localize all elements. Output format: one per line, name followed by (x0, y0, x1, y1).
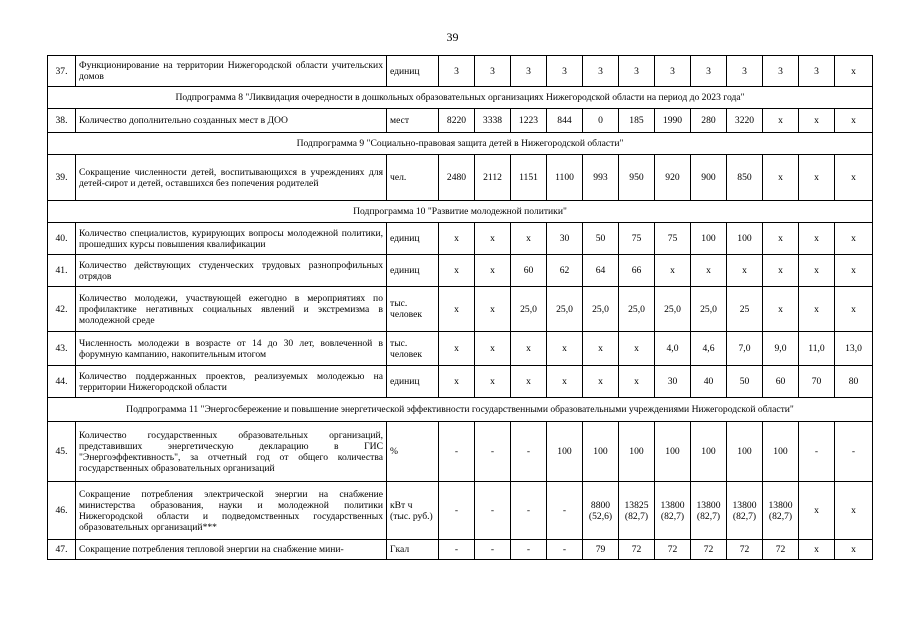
value-cell: х (475, 366, 511, 398)
subprogram-row (48, 87, 873, 109)
value-cell: 100 (547, 422, 583, 482)
indicator-name: Количество государственных образовательных организаций, представивших энергетическую декларацию в ГИС "Энергоэффективность", за отчетный год от общего количества государственных образовательных организаций (76, 422, 387, 482)
value-cell: 1100 (547, 155, 583, 201)
value-cell: 11,0 (799, 332, 835, 366)
value-cell: 3 (691, 56, 727, 87)
value-cell: 100 (727, 422, 763, 482)
value-cell: 40 (691, 366, 727, 398)
indicators-table (47, 55, 873, 560)
value-cell: х (763, 155, 799, 201)
value-cell: х (547, 332, 583, 366)
value-cell: х (835, 56, 873, 87)
value-cell: 72 (763, 540, 799, 560)
indicator-name: Количество действующих студенческих трудовых разнопрофильных отрядов (76, 255, 387, 287)
value-cell: 13825 (82,7) (619, 482, 655, 540)
value-cell: 4,6 (691, 332, 727, 366)
unit-cell: единиц (387, 56, 439, 87)
value-cell: х (835, 540, 873, 560)
value-cell: - (475, 540, 511, 560)
row-number: 40. (48, 223, 76, 255)
table-row (48, 223, 873, 255)
row-number: 43. (48, 332, 76, 366)
value-cell: 72 (619, 540, 655, 560)
table-row (48, 540, 873, 560)
row-number: 42. (48, 287, 76, 332)
value-cell: - (511, 482, 547, 540)
value-cell: 70 (799, 366, 835, 398)
value-cell: 2112 (475, 155, 511, 201)
value-cell: 72 (727, 540, 763, 560)
value-cell: х (475, 255, 511, 287)
value-cell: - (439, 540, 475, 560)
value-cell: х (799, 255, 835, 287)
subprogram-title: Подпрограмма 10 "Развитие молодежной политики" (48, 201, 873, 223)
row-number: 47. (48, 540, 76, 560)
value-cell: 3 (619, 56, 655, 87)
value-cell: 8800 (52,6) (583, 482, 619, 540)
value-cell: 25,0 (583, 287, 619, 332)
subprogram-title: Подпрограмма 11 "Энергосбережение и повышение энергетической эффективности государственными образовательными учреждениями Нижегородской области" (48, 398, 873, 422)
value-cell: х (799, 540, 835, 560)
value-cell: 100 (727, 223, 763, 255)
value-cell: х (763, 255, 799, 287)
unit-cell: тыс. человек (387, 332, 439, 366)
table-row (48, 366, 873, 398)
value-cell: х (727, 255, 763, 287)
unit-cell: % (387, 422, 439, 482)
value-cell: х (799, 482, 835, 540)
value-cell: 30 (547, 223, 583, 255)
page-number: 39 (446, 30, 459, 44)
value-cell: х (691, 255, 727, 287)
value-cell: 64 (583, 255, 619, 287)
indicator-name: Функционирование на территории Нижегородской области учительских домов (76, 56, 387, 87)
value-cell: 50 (583, 223, 619, 255)
table-row (48, 422, 873, 482)
value-cell: 850 (727, 155, 763, 201)
subprogram-row (48, 201, 873, 223)
indicator-name: Численность молодежи в возрасте от 14 до 30 лет, вовлеченной в форумную кампанию, накопительным итогом (76, 332, 387, 366)
value-cell: 280 (691, 109, 727, 133)
row-number: 39. (48, 155, 76, 201)
value-cell: - (547, 482, 583, 540)
value-cell: х (763, 287, 799, 332)
value-cell: 13,0 (835, 332, 873, 366)
value-cell: х (439, 366, 475, 398)
unit-cell: единиц (387, 366, 439, 398)
value-cell: х (583, 332, 619, 366)
value-cell: - (799, 422, 835, 482)
value-cell: - (835, 422, 873, 482)
value-cell: х (439, 287, 475, 332)
value-cell: х (799, 287, 835, 332)
unit-cell: Гкал (387, 540, 439, 560)
value-cell: 72 (691, 540, 727, 560)
value-cell: х (835, 255, 873, 287)
value-cell: 920 (655, 155, 691, 201)
value-cell: 185 (619, 109, 655, 133)
value-cell: - (547, 540, 583, 560)
value-cell: 9,0 (763, 332, 799, 366)
value-cell: х (799, 109, 835, 133)
value-cell: х (619, 332, 655, 366)
table-row (48, 56, 873, 87)
value-cell: х (619, 366, 655, 398)
table-body (48, 56, 873, 560)
value-cell: 3 (511, 56, 547, 87)
value-cell: 950 (619, 155, 655, 201)
indicator-name: Сокращение потребления тепловой энергии на снабжение мини- (76, 540, 387, 560)
value-cell: х (655, 255, 691, 287)
value-cell: х (475, 332, 511, 366)
value-cell: 66 (619, 255, 655, 287)
value-cell: 844 (547, 109, 583, 133)
value-cell: 8220 (439, 109, 475, 133)
value-cell: х (835, 155, 873, 201)
value-cell: 1151 (511, 155, 547, 201)
value-cell: - (511, 422, 547, 482)
value-cell: 3 (655, 56, 691, 87)
value-cell: 100 (655, 422, 691, 482)
value-cell: 3 (583, 56, 619, 87)
value-cell: х (547, 366, 583, 398)
table-row (48, 482, 873, 540)
table-row (48, 332, 873, 366)
value-cell: 4,0 (655, 332, 691, 366)
unit-cell: единиц (387, 223, 439, 255)
value-cell: 3220 (727, 109, 763, 133)
value-cell: - (475, 422, 511, 482)
value-cell: 13800 (82,7) (763, 482, 799, 540)
table-row (48, 287, 873, 332)
value-cell: 75 (655, 223, 691, 255)
indicator-name: Количество специалистов, курирующих вопросы молодежной политики, прошедших курсы повышения квалификации (76, 223, 387, 255)
value-cell: 100 (583, 422, 619, 482)
value-cell: 13800 (82,7) (727, 482, 763, 540)
value-cell: х (511, 223, 547, 255)
value-cell: х (799, 223, 835, 255)
value-cell: 1990 (655, 109, 691, 133)
value-cell: 3 (547, 56, 583, 87)
value-cell: 25,0 (691, 287, 727, 332)
value-cell: х (439, 332, 475, 366)
subprogram-row (48, 133, 873, 155)
value-cell: 900 (691, 155, 727, 201)
value-cell: 7,0 (727, 332, 763, 366)
unit-cell: чел. (387, 155, 439, 201)
row-number: 41. (48, 255, 76, 287)
unit-cell: единиц (387, 255, 439, 287)
value-cell: х (835, 287, 873, 332)
value-cell: 75 (619, 223, 655, 255)
row-number: 37. (48, 56, 76, 87)
value-cell: 13800 (82,7) (655, 482, 691, 540)
value-cell: х (511, 366, 547, 398)
value-cell: 25,0 (619, 287, 655, 332)
value-cell: х (475, 223, 511, 255)
indicator-name: Сокращение численности детей, воспитывающихся в учреждениях для детей-сирот и детей, оставшихся без попечения родителей (76, 155, 387, 201)
value-cell: 2480 (439, 155, 475, 201)
row-number: 46. (48, 482, 76, 540)
value-cell: 60 (511, 255, 547, 287)
subprogram-title: Подпрограмма 8 "Ликвидация очередности в дошкольных образовательных организациях Нижегородской области на период до 2023 года" (48, 87, 873, 109)
value-cell: х (799, 155, 835, 201)
value-cell: 3 (475, 56, 511, 87)
value-cell: 30 (655, 366, 691, 398)
value-cell: 72 (655, 540, 691, 560)
indicator-name: Сокращение потребления электрической энергии на снабжение министерства образования, науки и молодежной политики Нижегородской области и подведомственных государственных образовательных организаций*** (76, 482, 387, 540)
value-cell: 0 (583, 109, 619, 133)
table-row (48, 109, 873, 133)
value-cell: - (439, 422, 475, 482)
row-number: 45. (48, 422, 76, 482)
value-cell: 3 (439, 56, 475, 87)
value-cell: 13800 (82,7) (691, 482, 727, 540)
unit-cell: кВт ч (тыс. руб.) (387, 482, 439, 540)
value-cell: - (475, 482, 511, 540)
subprogram-title: Подпрограмма 9 "Социально-правовая защита детей в Нижегородской области" (48, 133, 873, 155)
value-cell: 50 (727, 366, 763, 398)
value-cell: х (763, 223, 799, 255)
value-cell: 993 (583, 155, 619, 201)
value-cell: х (475, 287, 511, 332)
value-cell: 60 (763, 366, 799, 398)
value-cell: 25,0 (547, 287, 583, 332)
value-cell: х (439, 223, 475, 255)
value-cell: 3 (727, 56, 763, 87)
row-number: 44. (48, 366, 76, 398)
table-row (48, 255, 873, 287)
value-cell: 25 (727, 287, 763, 332)
value-cell: х (763, 109, 799, 133)
table-row (48, 155, 873, 201)
value-cell: х (511, 332, 547, 366)
indicator-name: Количество молодежи, участвующей ежегодно в мероприятиях по профилактике негативных социальных явлений и экстремизма в молодежной среде (76, 287, 387, 332)
value-cell: 25,0 (655, 287, 691, 332)
value-cell: 100 (763, 422, 799, 482)
value-cell: х (583, 366, 619, 398)
value-cell: 79 (583, 540, 619, 560)
subprogram-row (48, 398, 873, 422)
value-cell: 62 (547, 255, 583, 287)
indicator-name: Количество дополнительно созданных мест в ДОО (76, 109, 387, 133)
value-cell: 100 (691, 422, 727, 482)
value-cell: - (511, 540, 547, 560)
value-cell: 3338 (475, 109, 511, 133)
value-cell: х (835, 109, 873, 133)
value-cell: 3 (799, 56, 835, 87)
value-cell: 100 (691, 223, 727, 255)
value-cell: х (835, 482, 873, 540)
value-cell: 1223 (511, 109, 547, 133)
unit-cell: тыс. человек (387, 287, 439, 332)
value-cell: х (439, 255, 475, 287)
value-cell: 100 (619, 422, 655, 482)
value-cell: 3 (763, 56, 799, 87)
row-number: 38. (48, 109, 76, 133)
value-cell: - (439, 482, 475, 540)
unit-cell: мест (387, 109, 439, 133)
value-cell: 25,0 (511, 287, 547, 332)
indicator-name: Количество поддержанных проектов, реализуемых молодежью на территории Нижегородской области (76, 366, 387, 398)
value-cell: 80 (835, 366, 873, 398)
value-cell: х (835, 223, 873, 255)
